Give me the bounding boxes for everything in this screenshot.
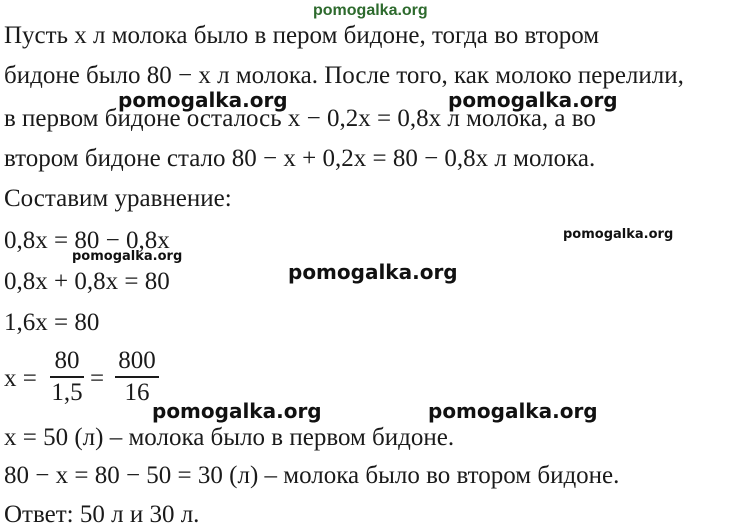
watermark-top: pomogalka.org	[313, 2, 428, 19]
text-line-2: бидоне было 80 − x л молока. После того, как молоко перелили,	[4, 62, 684, 89]
fraction-1-numerator: 80	[54, 347, 80, 374]
fraction-2-denominator: 16	[124, 379, 150, 406]
equation-2: 0,8x + 0,8x = 80	[4, 268, 170, 295]
fraction-1	[50, 346, 84, 408]
text-line-10: x = 50 (л) – молока было в первом бидоне.	[4, 424, 455, 451]
fraction-2-numerator: 800	[118, 347, 156, 374]
watermark-3: pomogalka.org	[563, 227, 674, 242]
equation-4-equals: =	[90, 365, 105, 392]
answer-line: Ответ: 50 л и 30 л.	[4, 501, 200, 528]
equation-1: 0,8x = 80 − 0,8x	[4, 227, 170, 254]
text-line-1: Пусть x л молока было в пером бидоне, тогда во втором	[4, 22, 600, 49]
equation-3: 1,6x = 80	[4, 309, 100, 336]
text-line-11: 80 − x = 80 − 50 = 30 (л) – молока было во втором бидоне.	[4, 462, 620, 489]
text-line-4: втором бидоне стало 80 − x + 0,2x = 80 − 0,8x л молока.	[4, 145, 596, 172]
watermark-7: pomogalka.org	[428, 399, 598, 423]
fraction-1-denominator: 1,5	[51, 379, 83, 406]
watermark-2: pomogalka.org	[448, 88, 618, 112]
watermark-5: pomogalka.org	[288, 260, 458, 284]
text-line-3: в первом бидоне осталось x − 0,2x = 0,8x л молока, а во	[4, 105, 596, 132]
watermark-4: pomogalka.org	[72, 249, 183, 264]
equation-4-left: x =	[4, 365, 37, 392]
watermark-6: pomogalka.org	[152, 399, 322, 423]
text-line-5: Составим уравнение:	[4, 185, 232, 212]
watermark-1: pomogalka.org	[118, 88, 288, 112]
